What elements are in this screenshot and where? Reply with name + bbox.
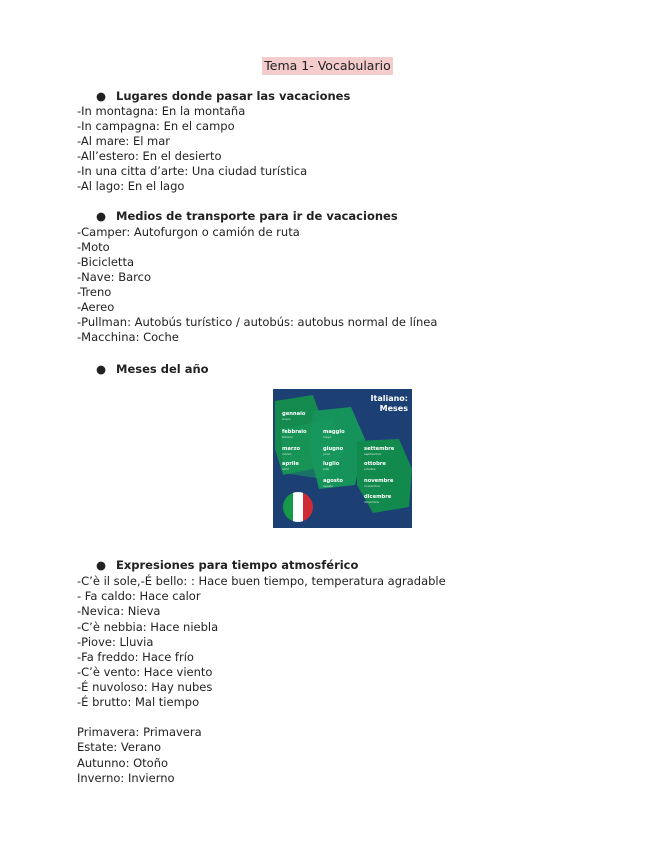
section-heading-places: ● Lugares donde pasar las vacaciones (96, 89, 351, 103)
section-heading-weather: ● Expresiones para tiempo atmosférico (96, 558, 359, 572)
month-label: dicembre diciembre (364, 494, 392, 504)
list-item: -In campagna: En el campo (77, 119, 235, 133)
list-item: -All’estero: En el desierto (77, 149, 222, 163)
list-item: -Pullman: Autobús turístico / autobús: autobus normal de línea (77, 315, 438, 329)
season-item: Estate: Verano (77, 740, 162, 754)
list-item: -Bicicletta (77, 255, 135, 269)
list-item: -Al lago: En el lago (77, 179, 185, 193)
list-item: -Nave: Barco (77, 270, 151, 284)
month-label: marzo marzo (282, 446, 301, 456)
list-item: -Treno (77, 285, 112, 299)
bullet-icon: ● (96, 89, 107, 103)
italian-flag-icon (283, 492, 313, 522)
list-item: -É nuvoloso: Hay nubes (77, 680, 213, 694)
month-label: gennaio enero (282, 411, 306, 421)
list-item: -In una citta d’arte: Una ciudad turística (77, 164, 308, 178)
list-item: -Nevica: Nieva (77, 604, 161, 618)
month-label: giugno junio (323, 446, 344, 456)
list-item: -C’è il sole,-É bello: : Hace buen tiempo, temperatura agradable (77, 574, 446, 588)
list-item: -Macchina: Coche (77, 330, 179, 344)
month-label: aprile abril (282, 461, 299, 471)
list-item: -Piove: Lluvia (77, 635, 154, 649)
bullet-icon: ● (96, 209, 107, 223)
image-title-line2: Meses (379, 404, 408, 413)
list-item: -É brutto: Mal tiempo (77, 695, 200, 709)
list-item: -Camper: Autofurgon o camión de ruta (77, 225, 300, 239)
month-label: luglio julio (323, 461, 340, 471)
month-label: ottobre octubre (364, 461, 386, 471)
list-item: -Aereo (77, 300, 115, 314)
document-title: Tema 1- Vocabulario (264, 58, 391, 73)
month-label: novembre noviembre (364, 478, 394, 488)
month-label: settembre septiembre (364, 446, 395, 456)
bullet-icon: ● (96, 558, 107, 572)
bullet-icon: ● (96, 362, 107, 376)
image-title-line1: Italiano: (370, 394, 408, 403)
section-heading-transport: ● Medios de transporte para ir de vacaciones (96, 209, 398, 223)
list-item: -C’è vento: Hace viento (77, 665, 213, 679)
list-item: -Moto (77, 240, 110, 254)
month-label: agosto agosto (323, 478, 343, 488)
list-item: -Al mare: El mar (77, 134, 171, 148)
list-item: -In montagna: En la montaña (77, 104, 246, 118)
list-item: - Fa caldo: Hace calor (77, 589, 201, 603)
list-item: -Fa freddo: Hace frío (77, 650, 194, 664)
month-label: febbraio febrero (282, 429, 307, 439)
month-label: maggio mayo (323, 429, 345, 439)
list-item: -C’è nebbia: Hace niebla (77, 620, 219, 634)
season-item: Primavera: Primavera (77, 725, 202, 739)
section-heading-months: ● Meses del año (96, 362, 209, 376)
months-image (273, 389, 412, 528)
season-item: Inverno: Invierno (77, 771, 175, 785)
season-item: Autunno: Otoño (77, 756, 169, 770)
